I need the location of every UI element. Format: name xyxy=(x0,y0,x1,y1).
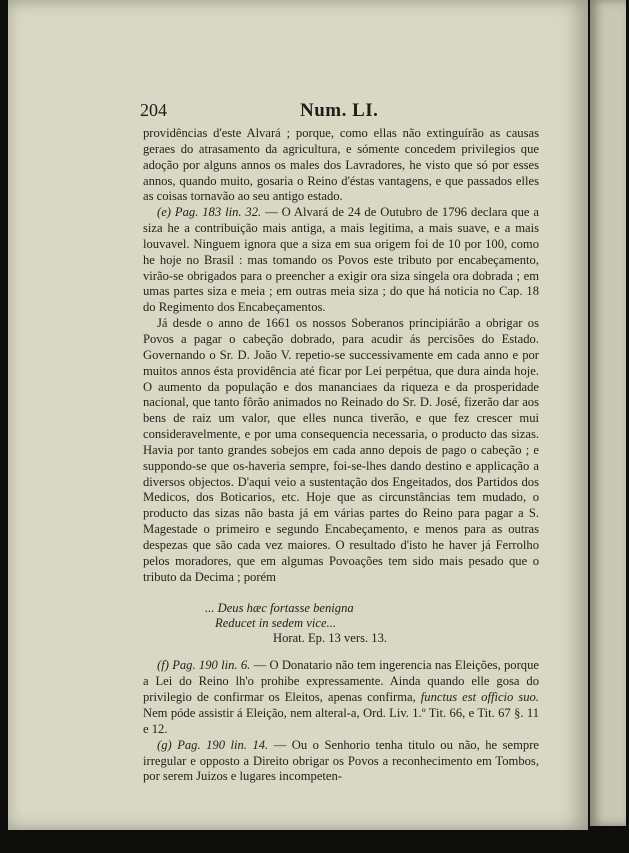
note-e-text: — O Alvará de 24 de Outubro de 1796 declara que a siza he a contribuição mais antiga, a mais legitima, a mais suave, e a mais louvavel. Ninguem ignora que a siza em sua origem foi de 10 por 100, como he hoje no Brasil : mas tomando os Povos este tributo por encabeçamento, virão-se obrigados para o preencher a exigir ora siza singela ora dobrada ; em umas partes siza e meia ; em outras meia siza ; do que há noticia no Cap. 18 do Regimento dos Encabeçamentos. xyxy=(143,205,539,315)
page-body xyxy=(143,126,539,785)
note-e xyxy=(143,205,539,316)
paragraph-soberanos: Já desde o anno de 1661 os nossos Soberanos principiárão a obrigar os Povos a pagar o cabeção dobrado, para acudir ás percisões do Estado. Governando o Sr. D. João V. repetio-se successivamente em cada anno e por muitos annos ésta providência até ficar por Lei perpétua, que dura ainda hoje. O aumento da população e dos mananciaes da riqueza e da prosperidade nacional, que tanto fôrão animados no Reinado do Sr. D. José, fizerão dar aos bens de raiz um valor, que elles nunca tiverão, e que fez crescer mui consideravelmente, e por uma consequencia necessaria, o producto das sizas. Havia por tanto grandes sobejos em cada anno depois de pago o cabeção ; e suppondo-se que os-haveria sempre, foi-se-lhes dando destino e applicação a diversos objectos. D'aqui veio a sustentação dos Engeitados, dos Partidos dos Medicos, dos Boticarios, etc. Hoje que as circunstâncias tem mudado, o producto das sizas não basta já em várias partes do Reino para pagar a S. Magestade o primeiro e segundo Encabeçamento, e menos para as outras despezas que são cada vez maiores. O resultado d'isto he haver já Ferrolho pelos moradores, que em algumas Povoações tem sido mais pesado que o tributo da Decima ; porém xyxy=(143,316,539,584)
note-f-latin: functus est officio suo. xyxy=(420,690,540,705)
next-page-edge xyxy=(590,0,626,826)
quote-line-1: ... Deus hæc fortasse benigna xyxy=(205,601,354,616)
paragraph-continuation: providências d'este Alvará ; porque, como ellas não extinguírão as causas geraes do atrasamento da agricultura, e sómente concedem privilegios que adoção por alguns annos os males dos Lavradores, he visto que só por esses annos, quando muito, gosaria o Reino d'éstas vantagens, e que passados elles as coisas tornavão ao seu antigo estado. xyxy=(143,126,539,204)
note-f xyxy=(143,658,539,737)
quote-reference: Horat. Ep. 13 vers. 13. xyxy=(273,631,388,646)
note-f-text: — O Donatario não tem ingerencia nas Eleições, porque a Lei do Reino lh'o prohibe expressamente. Ainda quando elle gosa do privilegio de confirmar os Eleitos, apenas confirma, xyxy=(143,658,539,705)
note-g-text: — Ou o Senhorio tenha titulo ou não, he sempre irregular e opposto a Direito obrigar os Povos a reconhecimento em Tombos, por serem Juizos e lugares incompeten- xyxy=(143,737,539,784)
note-g xyxy=(143,738,539,786)
note-f-reference: Pag. 190 lin. 6. xyxy=(172,658,251,673)
page-number: 204 xyxy=(140,100,167,120)
latin-quotation xyxy=(143,601,539,646)
page-header xyxy=(140,100,536,124)
quote-line-2: Reducet in sedem vice... xyxy=(215,616,336,631)
note-g-mark: (g) xyxy=(157,737,172,752)
note-e-reference: Pag. 183 lin. 32. xyxy=(174,205,262,220)
note-e-mark: (e) xyxy=(157,205,171,220)
note-g-reference: Pag. 190 lin. 14. xyxy=(177,737,269,752)
note-f-mark: (f) xyxy=(157,658,169,673)
page-title: Num. LI. xyxy=(300,100,379,121)
note-f-text-2: Nem póde assistir á Eleição, nem alteral-a, Ord. Liv. 1.º Tit. 66, e Tit. 67 §. 11 e 12. xyxy=(143,706,539,736)
